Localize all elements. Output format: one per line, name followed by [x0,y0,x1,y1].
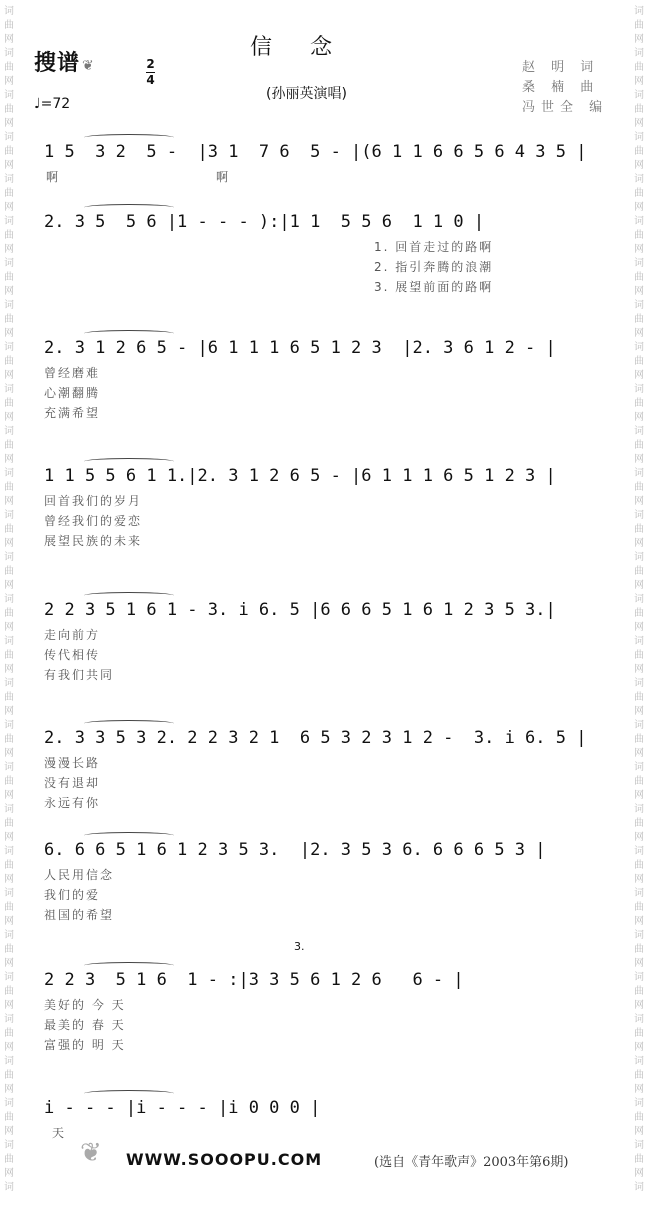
watermark-glyph: 曲 [634,272,644,283]
footer-url[interactable]: WWW.SOOOPU.COM [126,1150,323,1169]
watermark-glyph: 网 [4,916,14,927]
lyric-line: 曾经磨难 [44,366,101,380]
watermark-glyph: 曲 [4,482,14,493]
watermark-glyph: 曲 [634,146,644,157]
watermark-glyph: 曲 [4,146,14,157]
notation-line: 1 1 5 5 6 1 1.|2. 3 1 2 6 5 - |6 1 1 1 6 5 1 2 3 | [44,466,556,486]
watermark-glyph: 词 [4,300,14,311]
time-signature-bottom: 4 [146,73,155,87]
credit-composer: 桑 楠 曲 [522,80,600,95]
watermark-glyph: 网 [634,118,644,129]
watermark-glyph: 词 [634,804,644,815]
lyric-line: 展望民族的未来 [44,534,143,548]
watermark-glyph: 词 [4,552,14,563]
watermark-glyph: 词 [634,1140,644,1151]
lyric-line: 传代相传 [44,648,101,662]
watermark-glyph: 网 [4,622,14,633]
lyric-line: 有我们共同 [44,668,115,682]
watermark-glyph: 词 [4,1014,14,1025]
lyric-line: 漫漫长路 [44,756,101,770]
watermark-glyph: 曲 [634,356,644,367]
watermark-glyph: 曲 [4,1112,14,1123]
score-row [44,600,606,682]
watermark-glyph: 网 [4,1000,14,1011]
watermark-glyph: 网 [634,664,644,675]
watermark-glyph: 网 [4,832,14,843]
watermark-glyph: 词 [634,594,644,605]
watermark-glyph: 网 [634,538,644,549]
watermark-glyph: 曲 [4,608,14,619]
leaf-icon: ❦ [82,58,95,74]
watermark-glyph: 词 [634,174,644,185]
final-lyric: 天 [52,1126,65,1140]
watermark-glyph: 网 [4,958,14,969]
notation-line: 2 2 3 5 1 6 1 - 3. i 6. 5 |6 6 6 5 1 6 1 2 3 5 3.| [44,600,556,620]
watermark-glyph: 网 [4,538,14,549]
slur [84,204,174,211]
footer-source: (选自《青年歌声》2003年第6期) [374,1155,569,1170]
watermark-glyph: 曲 [634,734,644,745]
song-subtitle: (孙丽英演唱) [266,86,347,102]
watermark-glyph: 词 [4,846,14,857]
watermark-glyph: 曲 [634,860,644,871]
watermark-glyph: 词 [4,90,14,101]
watermark-glyph: 曲 [634,482,644,493]
score-row [44,212,606,294]
watermark-glyph: 网 [634,1000,644,1011]
watermark-glyph: 词 [634,1056,644,1067]
notation-line: 2. 3 5 5 6 |1 - - - ):|1 1 5 5 6 1 1 0 | [44,212,485,232]
watermark-glyph: 曲 [4,776,14,787]
notation-line: 2. 3 3 5 3 2. 2 2 3 2 1 6 5 3 2 3 1 2 - 3. i 6. 5 | [44,728,587,748]
watermark-glyph: 网 [4,412,14,423]
watermark-glyph: 网 [634,1042,644,1053]
watermark-glyph: 曲 [4,566,14,577]
watermark-glyph: 词 [634,300,644,311]
watermark-glyph: 网 [4,496,14,507]
watermark-glyph: 曲 [634,944,644,955]
watermark-glyph: 词 [4,132,14,143]
watermark-glyph: 网 [634,706,644,717]
watermark-glyph: 词 [634,762,644,773]
watermark-glyph: 曲 [634,566,644,577]
watermark-glyph: 网 [634,916,644,927]
watermark-glyph: 词 [634,6,644,17]
lyric-line: 祖国的希望 [44,908,115,922]
watermark-glyph: 曲 [4,818,14,829]
watermark-glyph: 网 [4,370,14,381]
watermark-glyph: 曲 [634,188,644,199]
lyric-line: 最美的 春 天 [44,1018,126,1032]
lyric-line: 人民用信念 [44,868,115,882]
watermark-glyph: 词 [634,258,644,269]
watermark-glyph: 网 [4,1084,14,1095]
lyric-line: 啊 [46,170,61,184]
lyric-line: 2. 指引奔腾的浪潮 [374,260,494,274]
credit-lyricist: 赵 明 词 [522,60,600,75]
watermark-glyph: 曲 [634,986,644,997]
score-row [44,1098,606,1120]
watermark-glyph: 曲 [634,1154,644,1165]
watermark-glyph: 网 [634,1126,644,1137]
watermark-glyph: 词 [4,930,14,941]
watermark-column-right [632,0,646,1207]
watermark-glyph: 词 [4,510,14,521]
watermark-glyph: 词 [634,552,644,563]
watermark-glyph: 曲 [634,650,644,661]
watermark-glyph: 词 [4,804,14,815]
watermark-glyph: 词 [4,468,14,479]
watermark-glyph: 曲 [4,1028,14,1039]
watermark-glyph: 曲 [4,944,14,955]
notation-line: 6. 6 6 5 1 6 1 2 3 5 3. |2. 3 5 3 6. 6 6 6 5 3 | [44,840,546,860]
time-signature-top: 2 [146,57,155,71]
watermark-glyph: 曲 [634,1070,644,1081]
watermark-glyph: 曲 [634,902,644,913]
watermark-glyph: 词 [4,258,14,269]
tempo-marking: ♩=72 [34,96,71,112]
watermark-glyph: 词 [634,426,644,437]
score-row [44,142,606,184]
watermark-glyph: 网 [4,706,14,717]
watermark-glyph: 词 [4,1182,14,1193]
slur [84,962,174,969]
watermark-glyph: 词 [634,48,644,59]
watermark-glyph: 网 [4,1168,14,1179]
time-signature [146,58,155,87]
watermark-glyph: 词 [4,384,14,395]
watermark-glyph: 曲 [4,734,14,745]
watermark-glyph: 网 [4,34,14,45]
watermark-glyph: 网 [634,160,644,171]
lyric-line: 回首我们的岁月 [44,494,143,508]
watermark-glyph: 网 [4,748,14,759]
watermark-glyph: 曲 [634,1028,644,1039]
watermark-glyph: 词 [634,888,644,899]
credits [522,58,608,118]
watermark-glyph: 曲 [4,314,14,325]
watermark-glyph: 曲 [634,398,644,409]
watermark-glyph: 曲 [634,62,644,73]
watermark-glyph: 词 [634,846,644,857]
watermark-glyph: 曲 [634,692,644,703]
watermark-glyph: 词 [4,972,14,983]
watermark-glyph: 网 [634,958,644,969]
watermark-glyph: 网 [634,1168,644,1179]
watermark-glyph: 网 [4,118,14,129]
lyric-line: 1. 回首走过的路啊 [374,240,494,254]
score-row [44,728,606,810]
slur [84,458,174,465]
song-title: 信念 [250,35,371,60]
watermark-glyph: 词 [634,342,644,353]
watermark-glyph: 曲 [4,1154,14,1165]
watermark-glyph: 词 [4,48,14,59]
watermark-glyph: 网 [4,202,14,213]
watermark-glyph: 曲 [4,692,14,703]
watermark-glyph: 网 [634,328,644,339]
watermark-glyph: 词 [634,1098,644,1109]
slur [84,1090,174,1097]
watermark-glyph: 词 [4,426,14,437]
slur [84,134,174,141]
lyric-line: 永远有你 [44,796,101,810]
notation-line: i - - - |i - - - |i 0 0 0 | [44,1098,321,1118]
notation-line: 1 5 3 2 5 - |3 1 7 6 5 - |(6 1 1 6 6 5 6 4 3 5 | [44,142,587,162]
watermark-glyph: 网 [4,580,14,591]
watermark-glyph: 曲 [634,104,644,115]
watermark-glyph: 曲 [634,230,644,241]
watermark-glyph: 曲 [4,188,14,199]
slur [84,832,174,839]
ending-mark: 3. [294,940,305,953]
watermark-glyph: 网 [634,370,644,381]
lyric-line: 富强的 明 天 [44,1038,126,1052]
watermark-glyph: 网 [4,454,14,465]
watermark-glyph: 词 [634,972,644,983]
watermark-glyph: 网 [634,622,644,633]
watermark-glyph: 曲 [4,1070,14,1081]
watermark-glyph: 曲 [4,650,14,661]
watermark-glyph: 网 [634,454,644,465]
watermark-glyph: 网 [4,874,14,885]
slur [84,592,174,599]
watermark-glyph: 曲 [634,776,644,787]
watermark-glyph: 词 [4,762,14,773]
watermark-glyph: 网 [4,1126,14,1137]
watermark-glyph: 词 [4,174,14,185]
lyric-line: 美好的 今 天 [44,998,126,1012]
watermark-glyph: 词 [4,594,14,605]
lyric-line: 3. 展望前面的路啊 [374,280,494,294]
score-row [44,840,606,922]
watermark-glyph: 词 [634,1182,644,1193]
watermark-glyph: 词 [4,1098,14,1109]
watermark-glyph: 网 [634,1084,644,1095]
watermark-glyph: 曲 [634,524,644,535]
watermark-glyph: 词 [4,216,14,227]
notation-line: 2. 3 1 2 6 5 - |6 1 1 1 6 5 1 2 3 |2. 3 6 1 2 - | [44,338,556,358]
watermark-glyph: 词 [634,930,644,941]
watermark-glyph: 词 [4,678,14,689]
watermark-glyph: 网 [634,202,644,213]
watermark-glyph: 网 [634,496,644,507]
watermark-glyph: 词 [4,888,14,899]
watermark-column-left [2,0,16,1207]
watermark-glyph: 曲 [4,524,14,535]
watermark-glyph: 网 [4,790,14,801]
watermark-glyph: 曲 [4,20,14,31]
watermark-glyph: 词 [634,216,644,227]
watermark-glyph: 曲 [4,986,14,997]
watermark-glyph: 词 [634,636,644,647]
watermark-glyph: 词 [634,1014,644,1025]
watermark-glyph: 词 [4,1056,14,1067]
watermark-glyph: 词 [4,1140,14,1151]
watermark-glyph: 词 [4,636,14,647]
watermark-glyph: 词 [634,510,644,521]
watermark-glyph: 曲 [4,860,14,871]
watermark-glyph: 网 [4,1042,14,1053]
watermark-glyph: 网 [634,580,644,591]
slur [84,330,174,337]
watermark-glyph: 曲 [634,440,644,451]
watermark-glyph: 曲 [4,62,14,73]
score-row [44,338,606,420]
watermark-glyph: 曲 [4,104,14,115]
watermark-glyph: 网 [634,34,644,45]
watermark-glyph: 曲 [4,230,14,241]
watermark-glyph: 曲 [634,1112,644,1123]
watermark-glyph: 网 [634,790,644,801]
watermark-glyph: 曲 [4,272,14,283]
watermark-glyph: 曲 [634,608,644,619]
site-logo[interactable]: 搜谱 ❦ [34,51,95,76]
lyric-line: 没有退却 [44,776,101,790]
watermark-glyph: 词 [634,132,644,143]
watermark-glyph: 词 [634,384,644,395]
watermark-glyph: 网 [4,664,14,675]
watermark-glyph: 网 [4,328,14,339]
watermark-glyph: 网 [4,286,14,297]
watermark-glyph: 词 [634,678,644,689]
score-row [44,970,606,1052]
lyric-line: 充满希望 [44,406,101,420]
watermark-glyph: 网 [634,286,644,297]
watermark-glyph: 曲 [634,818,644,829]
watermark-glyph: 网 [634,76,644,87]
watermark-glyph: 网 [634,748,644,759]
watermark-glyph: 词 [4,720,14,731]
watermark-glyph: 曲 [634,20,644,31]
watermark-glyph: 词 [4,342,14,353]
watermark-glyph: 曲 [4,356,14,367]
watermark-glyph: 网 [634,244,644,255]
watermark-glyph: 词 [634,468,644,479]
leaf-icon: ❦ [80,1138,102,1168]
watermark-glyph: 词 [634,720,644,731]
lyric-line: 走向前方 [44,628,101,642]
watermark-glyph: 网 [634,874,644,885]
lyric-line: 我们的爱 [44,888,101,902]
watermark-glyph: 网 [634,412,644,423]
watermark-glyph: 曲 [4,902,14,913]
notation-line: 2 2 3 5 1 6 1 - :|3 3 5 6 1 2 6 6 - | [44,970,464,990]
watermark-glyph: 网 [4,244,14,255]
watermark-glyph: 词 [634,90,644,101]
slur [84,720,174,727]
watermark-glyph: 曲 [634,314,644,325]
score-row [44,466,606,548]
watermark-glyph: 词 [4,6,14,17]
watermark-glyph: 网 [4,76,14,87]
watermark-glyph: 网 [634,832,644,843]
lyric-line: 心潮翻腾 [44,386,101,400]
watermark-glyph: 曲 [4,398,14,409]
watermark-glyph: 曲 [4,440,14,451]
credit-arranger: 冯世全 编 [522,100,609,115]
watermark-glyph: 网 [4,160,14,171]
lyric-line: 啊 [216,170,231,184]
lyric-line: 曾经我们的爱恋 [44,514,143,528]
